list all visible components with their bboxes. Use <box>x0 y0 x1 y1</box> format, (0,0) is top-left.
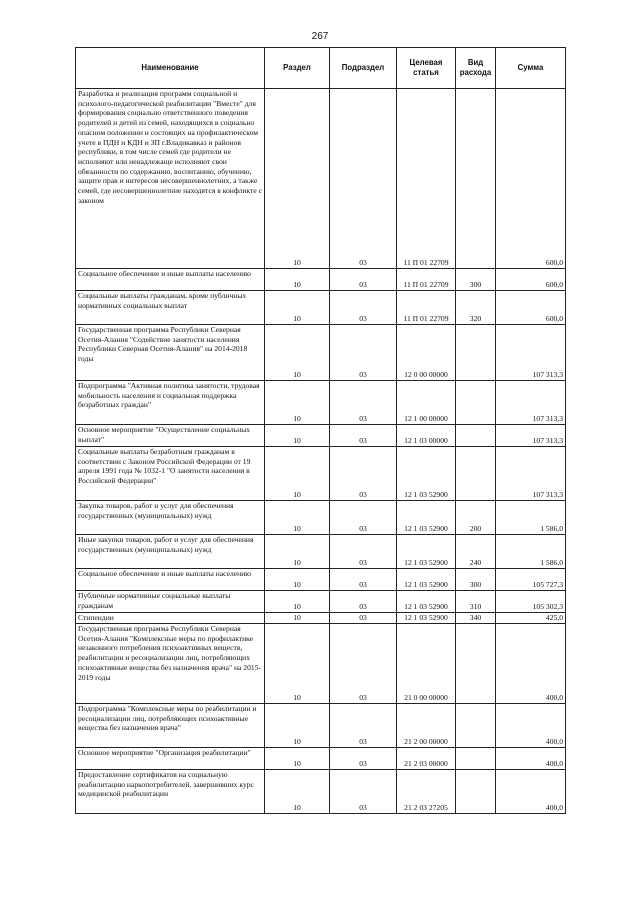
row-target: 11 П 01 22709 <box>397 89 456 269</box>
row-expense-type <box>456 770 496 814</box>
row-name: Закупка товаров, работ и услуг для обеспечения государственных (муниципальных) нужд <box>76 501 265 535</box>
row-name: Подпрограмма "Активная политика занятости, трудовая мобильность населения и социальная поддержка безработных граждан" <box>76 381 265 425</box>
table-row <box>76 748 566 770</box>
table-row <box>76 569 566 591</box>
table-row <box>76 501 566 535</box>
row-amount: 1 586,0 <box>496 535 566 569</box>
row-expense-type: 310 <box>456 591 496 613</box>
row-target: 21 2 00 00000 <box>397 704 456 748</box>
row-amount: 107 313,3 <box>496 325 566 381</box>
header-subsection: Подраздел <box>330 48 397 89</box>
table-row <box>76 269 566 291</box>
row-section: 10 <box>265 569 330 591</box>
row-target: 12 0 00 00000 <box>397 325 456 381</box>
row-target: 21 2 03 27205 <box>397 770 456 814</box>
row-subsection: 03 <box>330 591 397 613</box>
row-subsection: 03 <box>330 269 397 291</box>
row-expense-type: 200 <box>456 501 496 535</box>
row-subsection: 03 <box>330 748 397 770</box>
row-amount: 400,0 <box>496 704 566 748</box>
row-name: Подпрограмма "Комплексные меры по реабилитации и ресоциализации лиц, потребляющих психоактивные вещества без назначения врача" <box>76 704 265 748</box>
table-row <box>76 89 566 269</box>
row-name: Государственная программа Республики Северная Осетия-Алания "Комплексные меры по профилактике незаконного потребления психоактивных веществ, реабилитации и ресоциализации лиц, потребляющих психоактивные вещества без назначения врача" на 2015-2019 годы <box>76 624 265 704</box>
row-name: Публичные нормативные социальные выплаты гражданам <box>76 591 265 613</box>
row-name: Разработка и реализация программ социальной и психолого-педагогической реабилитации "Вместе" для формирования социально ответственного поведения родителей и детей из семей, находящихся в социально опасном положении и состоящих на профилактическом учете в ПДН и КДН и ЗП г.Владикавказ и районов республики, в том числе семей где родители не исполняют или ненадлежаще исполняют свои обязанности по содержанию, воспитанию, обучению, защите прав и интересов несовершеннолетних, а также семей, где несовершеннолетние находятся в конфликте с законом <box>76 89 265 269</box>
row-amount: 600,0 <box>496 89 566 269</box>
row-expense-type <box>456 704 496 748</box>
row-amount: 400,0 <box>496 624 566 704</box>
table-row <box>76 770 566 814</box>
row-target: 12 1 03 52900 <box>397 535 456 569</box>
row-subsection: 03 <box>330 291 397 325</box>
row-amount: 400,0 <box>496 748 566 770</box>
row-section: 10 <box>265 704 330 748</box>
row-subsection: 03 <box>330 447 397 501</box>
row-section: 10 <box>265 748 330 770</box>
row-section: 10 <box>265 325 330 381</box>
row-expense-type: 320 <box>456 291 496 325</box>
table-row <box>76 624 566 704</box>
row-section: 10 <box>265 535 330 569</box>
row-amount: 105 727,3 <box>496 569 566 591</box>
row-amount: 105 302,3 <box>496 591 566 613</box>
table-row <box>76 704 566 748</box>
row-section: 10 <box>265 613 330 624</box>
row-section: 10 <box>265 425 330 447</box>
row-amount: 107 313,3 <box>496 425 566 447</box>
row-section: 10 <box>265 269 330 291</box>
row-target: 11 П 01 22709 <box>397 291 456 325</box>
row-name: Основное мероприятие "Осуществление социальных выплат" <box>76 425 265 447</box>
header-target: Целевая статья <box>397 48 456 89</box>
row-subsection: 03 <box>330 704 397 748</box>
header-name: Наименование <box>76 48 265 89</box>
table-row <box>76 447 566 501</box>
row-name: Иные закупки товаров, работ и услуг для обеспечения государственных (муниципальных) нужд <box>76 535 265 569</box>
row-name: Стипендии <box>76 613 265 624</box>
row-target: 12 1 00 00000 <box>397 381 456 425</box>
row-expense-type: 240 <box>456 535 496 569</box>
page-number: 267 <box>311 31 329 42</box>
row-amount: 1 586,0 <box>496 501 566 535</box>
row-target: 11 П 01 22709 <box>397 269 456 291</box>
row-target: 12 1 03 00000 <box>397 425 456 447</box>
row-subsection: 03 <box>330 425 397 447</box>
row-name: Социальное обеспечение и иные выплаты населению <box>76 269 265 291</box>
row-target: 21 2 03 00000 <box>397 748 456 770</box>
row-subsection: 03 <box>330 613 397 624</box>
row-expense-type <box>456 748 496 770</box>
row-expense-type <box>456 425 496 447</box>
row-amount: 600,0 <box>496 291 566 325</box>
row-amount: 425,0 <box>496 613 566 624</box>
row-amount: 107 313,3 <box>496 381 566 425</box>
row-expense-type <box>456 447 496 501</box>
row-section: 10 <box>265 501 330 535</box>
row-name: Социальные выплаты гражданам, кроме публичных нормативных социальных выплат <box>76 291 265 325</box>
row-subsection: 03 <box>330 624 397 704</box>
row-subsection: 03 <box>330 569 397 591</box>
header-expense-type: Вид расхода <box>456 48 496 89</box>
table-row <box>76 425 566 447</box>
row-amount: 600,0 <box>496 269 566 291</box>
table-row <box>76 291 566 325</box>
table-row <box>76 591 566 613</box>
row-subsection: 03 <box>330 501 397 535</box>
row-expense-type <box>456 381 496 425</box>
row-expense-type <box>456 89 496 269</box>
row-section: 10 <box>265 591 330 613</box>
row-subsection: 03 <box>330 770 397 814</box>
row-amount: 107 313,3 <box>496 447 566 501</box>
row-name: Государственная программа Республики Северная Осетия-Алания "Содействие занятости населения Республики Северная Осетия-Алания" на 2014-2018 годы <box>76 325 265 381</box>
row-target: 21 0 00 00000 <box>397 624 456 704</box>
row-section: 10 <box>265 89 330 269</box>
row-amount: 400,0 <box>496 770 566 814</box>
row-section: 10 <box>265 447 330 501</box>
row-name: Предоставление сертификатов на социальную реабилитацию наркопотребителей, завершивших курс медицинской реабилитации <box>76 770 265 814</box>
row-expense-type: 340 <box>456 613 496 624</box>
row-expense-type: 300 <box>456 269 496 291</box>
table-header-row <box>76 48 566 89</box>
table-row <box>76 535 566 569</box>
row-subsection: 03 <box>330 89 397 269</box>
row-subsection: 03 <box>330 381 397 425</box>
row-section: 10 <box>265 381 330 425</box>
row-section: 10 <box>265 291 330 325</box>
row-section: 10 <box>265 770 330 814</box>
row-expense-type: 300 <box>456 569 496 591</box>
row-target: 12 1 03 52900 <box>397 591 456 613</box>
header-section: Раздел <box>265 48 330 89</box>
row-target: 12 1 03 52900 <box>397 501 456 535</box>
row-subsection: 03 <box>330 535 397 569</box>
table-row <box>76 381 566 425</box>
row-name: Основное мероприятие "Организация реабилитации" <box>76 748 265 770</box>
row-name: Социальные выплаты безработным гражданам в соответствии с Законом Российской Федерации от 19 апреля 1991 года № 1032-1 "О занятости населения в Российской Федерации" <box>76 447 265 501</box>
row-section: 10 <box>265 624 330 704</box>
row-expense-type <box>456 624 496 704</box>
header-amount: Сумма <box>496 48 566 89</box>
table-row <box>76 613 566 624</box>
row-subsection: 03 <box>330 325 397 381</box>
row-expense-type <box>456 325 496 381</box>
table-row <box>76 325 566 381</box>
row-name: Социальное обеспечение и иные выплаты населению <box>76 569 265 591</box>
budget-table <box>75 47 566 814</box>
row-target: 12 1 03 52900 <box>397 447 456 501</box>
row-target: 12 1 03 52900 <box>397 569 456 591</box>
row-target: 12 1 03 52900 <box>397 613 456 624</box>
